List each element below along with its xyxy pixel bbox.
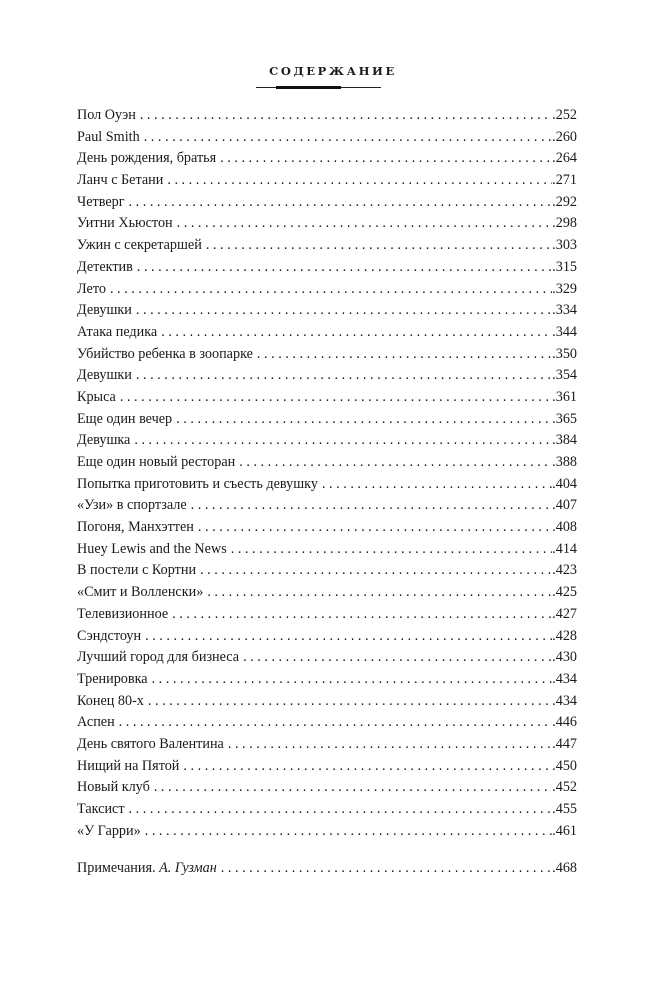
notes-author: А. Гузман (159, 860, 217, 876)
dot-leader (206, 235, 552, 257)
entry-page: .361 (552, 388, 577, 405)
toc-entry[interactable] (77, 691, 577, 713)
entry-page: .428 (552, 627, 577, 644)
dot-leader (110, 279, 552, 301)
entry-page: .404 (552, 475, 577, 492)
entry-title: В постели с Кортни (77, 562, 197, 579)
dot-leader (228, 734, 552, 756)
toc-entry-notes[interactable] (77, 858, 577, 880)
entry-title: «У Гарри» (77, 822, 141, 839)
entry-page: .354 (552, 367, 577, 384)
entry-page: .260 (552, 128, 577, 145)
entry-title: Девушки (77, 302, 132, 319)
entry-title: «Узи» в спортзале (77, 497, 187, 514)
dot-leader (191, 495, 553, 517)
entry-page: .264 (552, 150, 577, 167)
entry-title: Убийство ребенка в зоопарке (77, 345, 253, 362)
entry-page: .447 (552, 735, 577, 752)
entry-page: .329 (552, 280, 577, 297)
entry-title: Конец 80-х (77, 692, 144, 709)
entry-page: .315 (552, 258, 577, 275)
toc-entry[interactable] (77, 604, 577, 626)
entry-page: .427 (552, 605, 577, 622)
toc-entry[interactable] (77, 560, 577, 582)
entry-page: .407 (552, 497, 577, 514)
toc-entry[interactable] (77, 365, 577, 387)
entry-page: .271 (552, 172, 577, 189)
toc-entry[interactable] (77, 235, 577, 257)
entry-title: Девушка (77, 432, 131, 449)
dot-leader (140, 105, 552, 127)
entry-page: .423 (552, 562, 577, 579)
toc-entry[interactable] (77, 734, 577, 756)
entry-page: .408 (552, 519, 577, 536)
dot-leader (257, 344, 552, 366)
entry-title: День рождения, братья (77, 150, 217, 167)
entry-page: .292 (552, 193, 577, 210)
toc-entry[interactable] (77, 279, 577, 301)
dot-leader (129, 799, 553, 821)
dot-leader (322, 474, 552, 496)
notes-label: Примечания. (77, 860, 156, 876)
toc-entry[interactable] (77, 430, 577, 452)
entry-title: Paul Smith (77, 128, 140, 145)
toc-entry[interactable] (77, 799, 577, 821)
entry-page: .430 (552, 649, 577, 666)
entry-page: .334 (552, 302, 577, 319)
entry-title: Сэндстоун (77, 627, 142, 644)
entry-title: Huey Lewis and the News (77, 540, 227, 557)
toc-entry[interactable] (77, 626, 577, 648)
dot-leader (231, 539, 552, 561)
toc-entry[interactable] (77, 821, 577, 843)
entry-title: Еще один вечер (77, 410, 173, 427)
entry-page: .446 (552, 714, 577, 731)
entry-page: .461 (552, 822, 577, 839)
entry-page: .365 (552, 410, 577, 427)
entry-page: .384 (552, 432, 577, 449)
toc-entry[interactable] (77, 517, 577, 539)
entry-page: .414 (552, 540, 577, 557)
notes-page: .468 (552, 860, 577, 876)
dot-leader (134, 430, 552, 452)
entry-title: Телевизионное (77, 605, 169, 622)
entry-page: .344 (552, 323, 577, 340)
dot-leader (198, 517, 552, 539)
toc-entry[interactable] (77, 474, 577, 496)
dot-leader (136, 365, 552, 387)
toc-entry[interactable] (77, 127, 577, 149)
entry-page: .388 (552, 454, 577, 470)
page-title: СОДЕРЖАНИЕ (269, 64, 397, 78)
dot-leader (176, 409, 552, 431)
toc-entry[interactable] (77, 387, 577, 409)
toc-entry[interactable] (77, 582, 577, 604)
dot-leader (243, 647, 552, 669)
entry-page: .450 (552, 757, 577, 774)
toc-entry[interactable] (77, 669, 577, 691)
entry-page: .298 (552, 215, 577, 232)
entry-page: .452 (552, 779, 577, 796)
dot-leader (177, 213, 553, 235)
entry-page: .252 (552, 107, 577, 123)
entry-title: Тренировка (77, 670, 148, 687)
title-rule-accent (276, 86, 341, 89)
toc-entry[interactable] (77, 495, 577, 517)
entry-title: Попытка приготовить и съесть девушку (77, 475, 318, 492)
dot-leader (207, 582, 552, 604)
dot-leader (167, 170, 552, 192)
entry-title: Еще один новый ресторан (77, 454, 236, 470)
entry-title: Погоня, Манхэттен (77, 519, 194, 536)
entry-title: День святого Валентина (77, 735, 224, 752)
dot-leader (129, 192, 553, 214)
toc-entry[interactable] (77, 148, 577, 170)
entry-page: .425 (552, 584, 577, 601)
entry-title: Девушки (77, 367, 132, 384)
toc-entry[interactable] (77, 105, 577, 127)
entry-title: Детектив (77, 258, 133, 275)
toc-entry[interactable] (77, 322, 577, 344)
entry-title: Уитни Хьюстон (77, 215, 173, 232)
entry-title: Новый клуб (77, 779, 150, 796)
toc-entry[interactable] (77, 647, 577, 669)
toc-entry[interactable] (77, 192, 577, 214)
toc-entry[interactable] (77, 452, 577, 474)
entry-title: «Смит и Волленски» (77, 584, 204, 601)
dot-leader (161, 322, 552, 344)
dot-leader (221, 858, 552, 880)
toc-entry[interactable] (77, 756, 577, 778)
entry-page: .455 (552, 801, 577, 817)
dot-leader (120, 387, 552, 409)
dot-leader (136, 300, 552, 322)
toc-entry[interactable] (77, 539, 577, 561)
dot-leader (172, 604, 552, 626)
dot-leader (154, 777, 552, 799)
dot-leader (152, 669, 553, 691)
entry-page: .434 (552, 670, 577, 687)
toc-entry[interactable] (77, 170, 577, 192)
entry-title: Лучший город для бизнеса (77, 649, 240, 666)
entry-page: .303 (552, 237, 577, 254)
dot-leader (200, 560, 552, 582)
toc-entry[interactable] (77, 213, 577, 235)
toc-entry[interactable] (77, 300, 577, 322)
entry-page: .434 (552, 692, 577, 709)
dot-leader (119, 712, 553, 734)
toc-entry[interactable] (77, 257, 577, 279)
entry-title: Атака педика (77, 323, 158, 340)
entry-title: Аспен (77, 714, 115, 731)
toc-entry[interactable] (77, 777, 577, 799)
entry-title: Пол Оуэн (77, 107, 136, 123)
entry-title: Таксист (77, 801, 125, 817)
dot-leader (137, 257, 552, 279)
toc-entry[interactable] (77, 712, 577, 734)
dot-leader (183, 756, 552, 778)
dot-leader (144, 127, 552, 149)
dot-leader (145, 626, 552, 648)
entry-title: Крыса (77, 388, 116, 405)
toc-entry[interactable] (77, 344, 577, 366)
entry-title: Ланч с Бетани (77, 172, 164, 189)
toc-entry[interactable] (77, 409, 577, 431)
dot-leader (239, 452, 552, 474)
dot-leader (145, 821, 552, 843)
entry-title: Ужин с секретаршей (77, 237, 202, 254)
entry-title: Лето (77, 280, 106, 297)
entry-title: Нищий на Пятой (77, 757, 180, 774)
dot-leader (220, 148, 552, 170)
entry-title: Четверг (77, 193, 125, 210)
table-of-contents (77, 105, 577, 842)
dot-leader (148, 691, 552, 713)
entry-page: .350 (552, 345, 577, 362)
